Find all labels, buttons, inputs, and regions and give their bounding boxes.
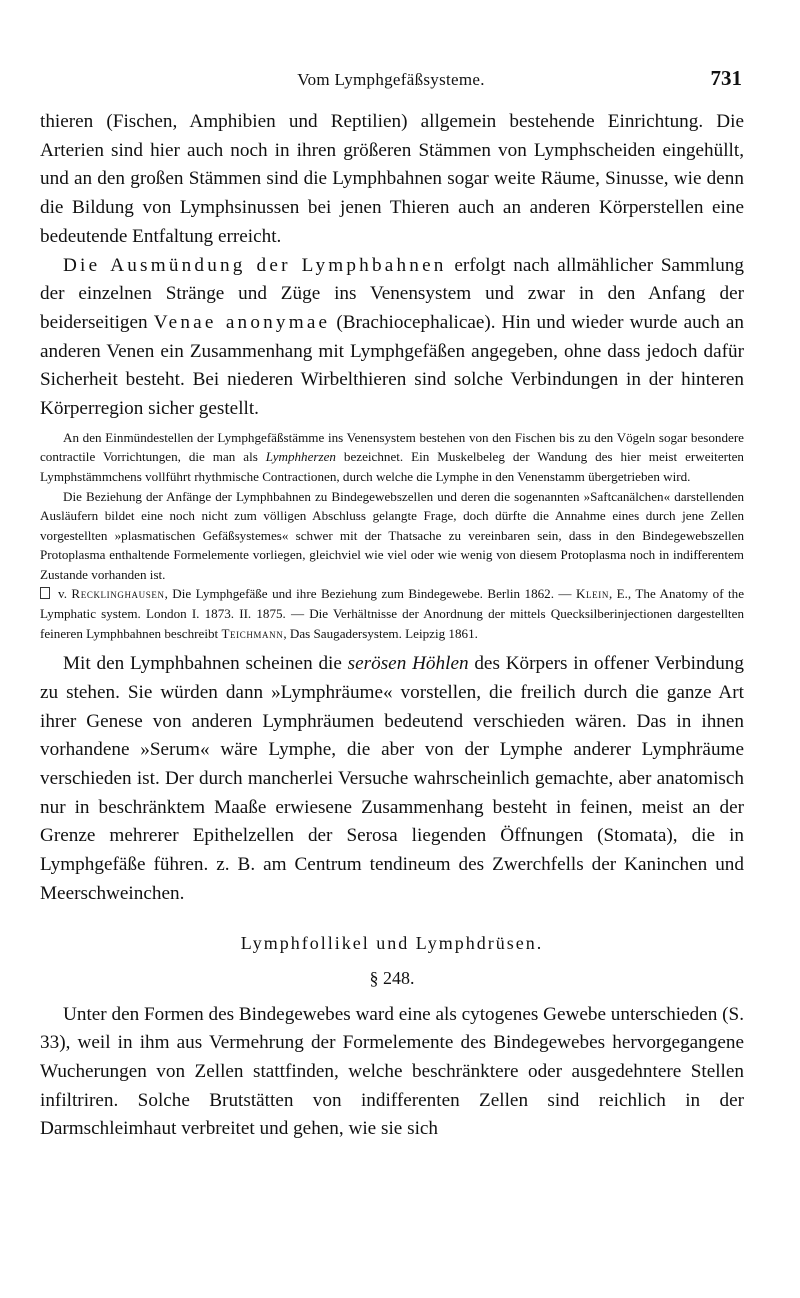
small-paragraph-lymphherzen — [40, 428, 744, 487]
paragraph-text: Die Beziehung der Anfänge der Lymphbahnen zu Bindegewebszellen und deren die sogenannten »Saftcanälchen« darstellenden Ausläufern bildet eine noch nicht zum völligen Abschluss gelangte Frage, doch dürfte die Annahme eines durch jene Zellen vorgestellten »plasmatischen Gefäßsystemes« schwer mit der Thatsache zu vereinbaren sein, dass in den Bindegewebszellen Protoplasma enthaltende Formelemente vorliegen, gleichviel wie viel oder wie wenig von diesem Protoplasma noch in indifferentem Zustande vorhanden ist. — [40, 488, 744, 582]
paragraph-cytogenes-gewebe — [40, 1001, 744, 1145]
paragraph-text: bezeichnet. Ein Muskelbeleg der Wandung des hier meist erweiterten Lymphstämmchens vollführt rhythmische Contractionen, durch welche die Lymphe in den Venenstamm übergetrieben wird. — [40, 449, 744, 484]
running-title: Vom Lymphgefäßsysteme. — [297, 70, 485, 89]
paragraph-text: des Körpers in offener Verbindung zu stehen. Sie würden dann »Lymphräume« vorstellen, die freilich durch die ganze Art ihrer Genese von anderen Lymphräumen bedeutend verschieden wären. Das in ihnen vorhandene »Serum« wäre Lymphe, die aber von der Lymphe anderer Lymphräume verschieden ist. Der durch mancherlei Versuche wahrscheinlich gemachte, aber anatomisch nur in beschränktem Maaße erwiesene Zusammenhang besteht in feinen, meist an der Grenze mehrerer Epithelzellen der Serosa liegenden Öffnungen (Stomata), die in Lymphgefäße führen. z. B. am Centrum tendineum des Zwerchfells der Kaninchen und Meerschweinchen. — [40, 653, 744, 904]
reference-mark-icon — [40, 587, 50, 599]
paragraph-text: (Brachiocephalicae). Hin und wieder wurde auch an anderen Venen ein Zusammenhang mit Lymphgefäßen angegeben, ohne dass jedoch dafür Sicherheit besteht. Bei niederen Wirbelthieren sind solche Verbindungen in der hinteren Körperregion sicher gestellt. — [40, 311, 745, 420]
author-name: Teichmann — [221, 625, 284, 641]
paragraph-text: erfolgt nach allmählicher Sammlung der einzelnen Stränge und Züge ins Venensystem und zwar in den Anfang der beiderseitigen — [40, 254, 745, 333]
page-body — [40, 108, 744, 1144]
running-head — [40, 66, 742, 96]
paragraph-text: thieren (Fischen, Amphibien und Reptilien) allgemein bestehende Einrichtung. Die Arterien sind hier auch noch in ihren größeren Stämmen von Lymphscheiden eingehüllt, und an den großen Stämmen sind die Lymphbahnen sogar weite Räume, Sinusse, wie denn die Bildung von Lymphsinussen bei jenen Thieren auch an anderen Körperstellen eine bedeutende Entfaltung erreicht. — [40, 111, 744, 247]
paragraph-text: v. — [58, 586, 72, 602]
paragraph-ausmuendung — [40, 252, 744, 424]
spaced-term: Venae anonymae — [153, 311, 331, 333]
italic-term: Lymphherzen — [265, 449, 336, 465]
paragraph-reptilien — [40, 108, 744, 252]
italic-term: serösen Höhlen — [347, 653, 469, 675]
page-number: 731 — [710, 66, 742, 90]
section-number: § 248. — [369, 967, 415, 988]
paragraph-seroese-hoehlen — [40, 650, 744, 908]
author-name: Klein — [575, 586, 609, 602]
paragraph-text: , E., The Anatomy of the Lymphatic system. London I. 1873. II. 1875. — Die Verhältnisse der Anordnung der mittels Quecksilberinjectionen dargestellten feineren Lymphbahnen beschreibt — [40, 586, 745, 641]
paragraph-text: , Die Lymphgefäße und ihre Beziehung zum Bindegewebe. Berlin 1862. — — [164, 586, 576, 602]
paragraph-text: , Das Saugadersystem. Leipzig 1861. — [283, 625, 478, 641]
paragraph-text: Mit den Lymphbahnen scheinen die — [63, 653, 348, 675]
paragraph-text: Unter den Formen des Bindegewebes ward eine als cytogenes Gewebe unterschieden (S. 33), weil in ihm aus Vermehrung der Formelemente des Bindegewebes hervorgegangene Wucherungen von Zellen stattfinden, welche beschränktere oder ausgedehntere Stellen infiltriren. Solche Brutstätten von indifferenten Zellen sind reichlich in der Darmschleimhaut verbreitet und gehen, wie sie sich — [40, 1003, 744, 1140]
section-heading: Lymphfollikel und Lymphdrüsen. — [240, 932, 544, 953]
author-name: Recklinghausen — [71, 586, 165, 602]
paragraph-text: An den Einmündestellen der Lymphgefäßstämme ins Venensystem bestehen von den Fischen bis zu den Vögeln sogar besondere contractile Vorrichtungen, die man als — [40, 429, 744, 465]
spaced-term: Die Ausmündung der Lymphbahnen — [63, 254, 447, 276]
literature-references — [40, 584, 744, 643]
small-paragraph-beziehung — [40, 487, 744, 585]
